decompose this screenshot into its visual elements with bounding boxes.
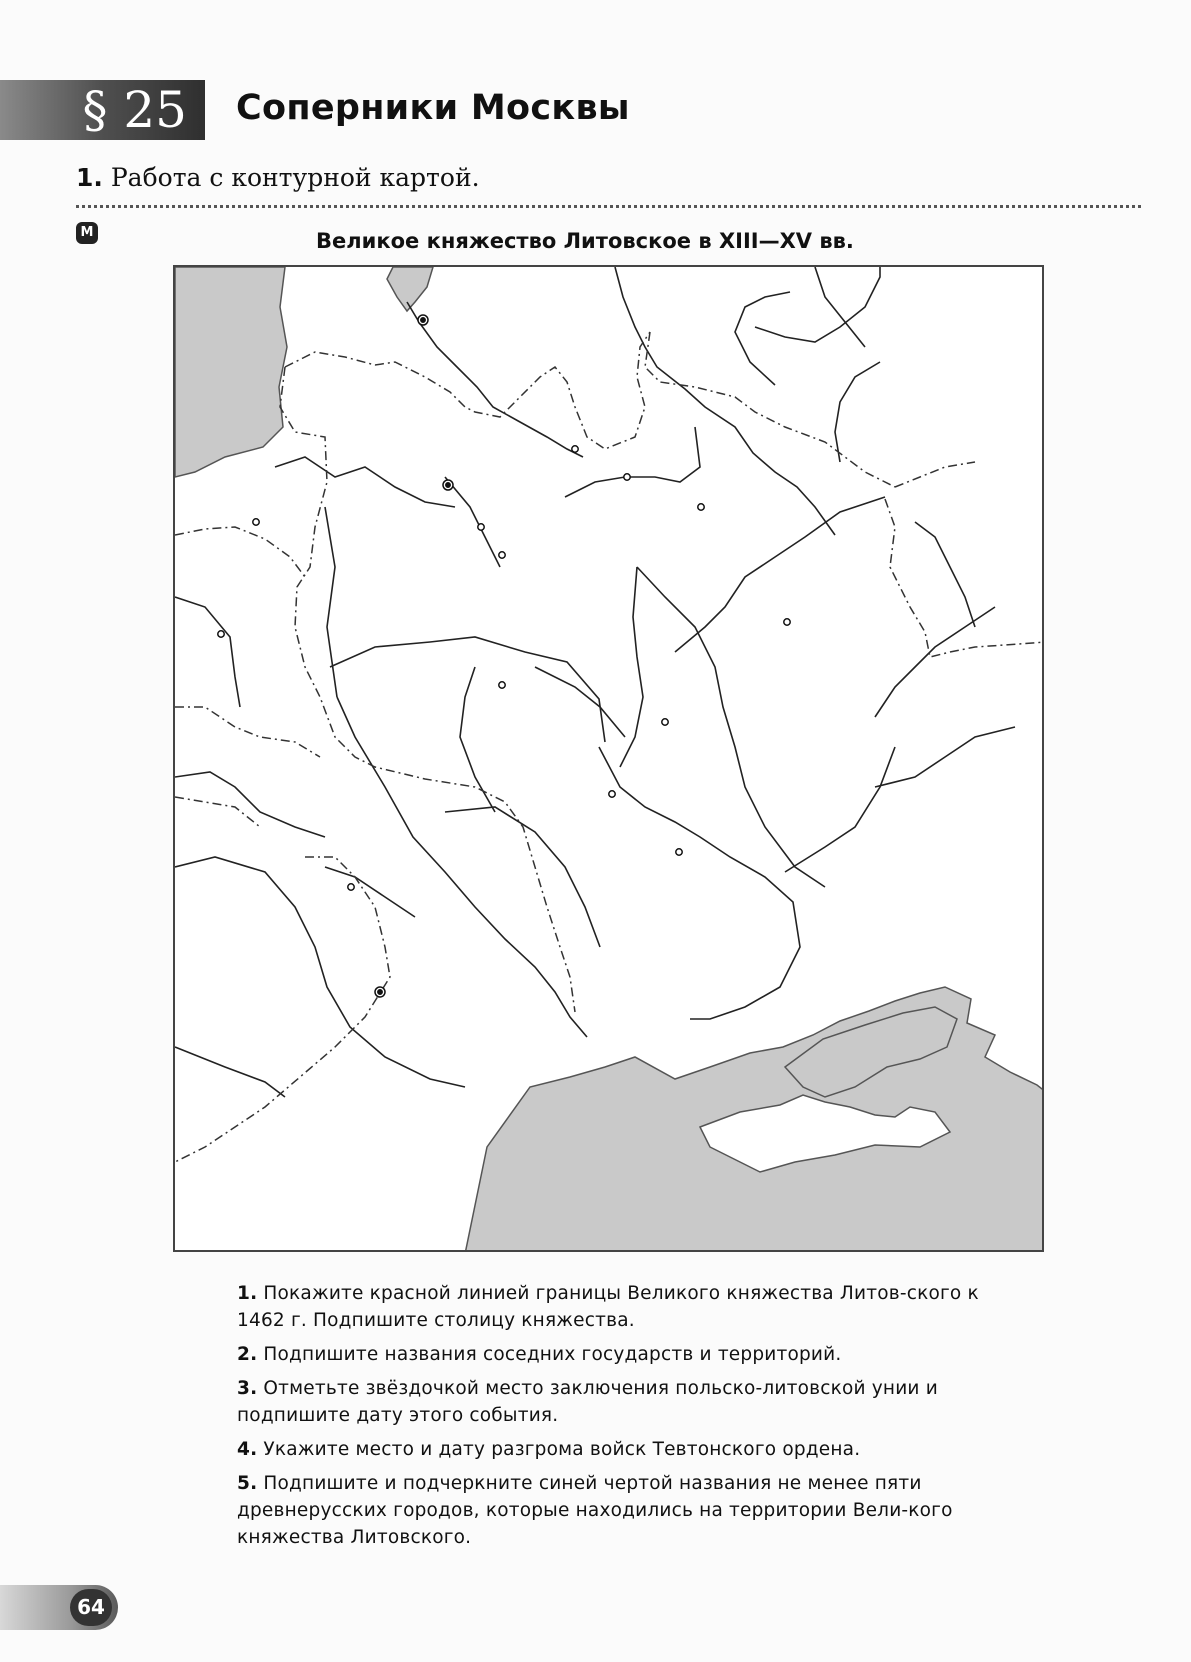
instruction-item: [237, 1470, 987, 1551]
contour-map: [173, 265, 1044, 1252]
instructions-list: [237, 1280, 987, 1558]
task-number: 1.: [76, 163, 103, 192]
city-marker: [499, 552, 505, 558]
map-title: Великое княжество Литовское в XIII—XV вв.: [316, 229, 854, 253]
city-marker: [348, 884, 354, 890]
instruction-item: [237, 1280, 987, 1334]
city-marker: [662, 719, 668, 725]
city-markers: [218, 315, 790, 997]
page-number: 64: [70, 1589, 112, 1626]
gulf-area: [387, 267, 433, 311]
instruction-item: [237, 1341, 987, 1368]
city-marker: [253, 519, 259, 525]
city-marker: [572, 446, 578, 452]
city-marker: [499, 682, 505, 688]
section-badge: § 25: [0, 80, 205, 140]
instruction-item: [237, 1375, 987, 1429]
instruction-number: 4.: [237, 1439, 258, 1460]
instruction-text: Укажите место и дату разгрома войск Тевтонского ордена.: [263, 1439, 861, 1460]
instruction-text: Покажите красной линией границы Великого княжества Литов-ского к 1462 г. Подпишите столицу княжества.: [237, 1283, 979, 1331]
city-marker: [478, 524, 484, 530]
contour-map-drawing: [175, 267, 1044, 1252]
map-icon: M: [76, 222, 98, 244]
city-marker: [218, 631, 224, 637]
instruction-text: Подпишите и подчеркните синей чертой названия не менее пяти древнерусских городов, которые находились на территории Вели-кого княжества Литовского.: [237, 1473, 953, 1548]
city-marker: [784, 619, 790, 625]
city-marker: [676, 849, 682, 855]
baltic-sea-area: [175, 267, 287, 477]
instruction-text: Отметьте звёздочкой место заключения польско-литовской унии и подпишите дату этого события.: [237, 1378, 938, 1426]
instruction-number: 1.: [237, 1283, 258, 1304]
task-heading: [76, 163, 480, 192]
city-marker: [609, 791, 615, 797]
city-marker: [624, 474, 630, 480]
instruction-number: 5.: [237, 1473, 258, 1494]
task-text: Работа с контурной картой.: [110, 163, 480, 192]
chapter-title: Соперники Москвы: [236, 88, 630, 128]
rivers: [175, 267, 1015, 1097]
instruction-item: [237, 1436, 987, 1463]
instruction-number: 2.: [237, 1344, 258, 1365]
instruction-text: Подпишите названия соседних государств и территорий.: [263, 1344, 842, 1365]
city-marker: [698, 504, 704, 510]
instruction-number: 3.: [237, 1378, 258, 1399]
dotted-divider: [76, 205, 1141, 208]
